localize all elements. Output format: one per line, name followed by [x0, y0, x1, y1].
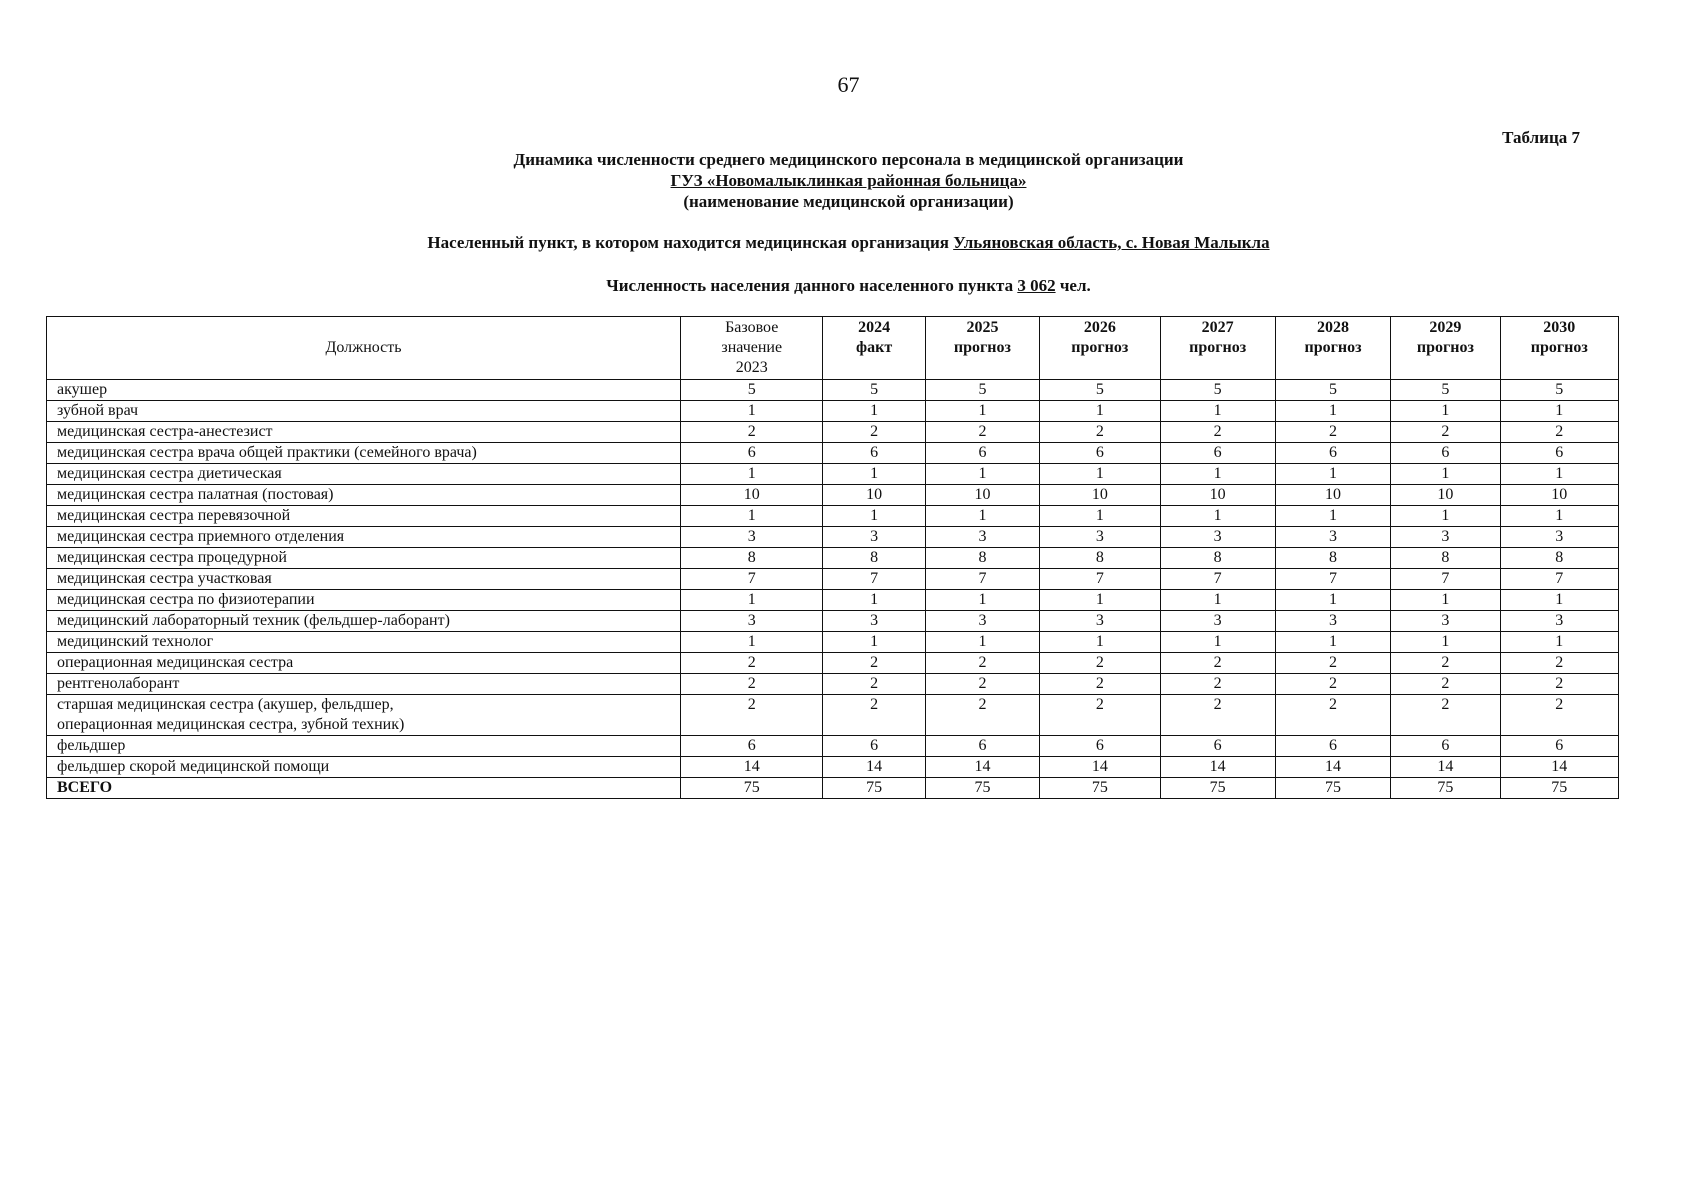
value-cell: 7 [823, 569, 925, 590]
value-cell: 7 [925, 569, 1039, 590]
value-cell: 10 [1500, 485, 1618, 506]
value-cell: 7 [1275, 569, 1390, 590]
value-cell: 2 [925, 674, 1039, 695]
base-value-cell: 2 [681, 422, 823, 443]
value-cell: 6 [1500, 443, 1618, 464]
position-name-line: медицинская сестра по физиотерапии [57, 591, 315, 608]
table-row [47, 736, 1619, 757]
value-cell: 2 [1391, 695, 1500, 736]
value-cell: 6 [925, 443, 1039, 464]
base-value-cell: 2 [681, 695, 823, 736]
header-kind: факт [856, 339, 893, 356]
position-name [47, 422, 681, 443]
value-cell: 7 [1160, 569, 1275, 590]
value-cell: 2 [1040, 674, 1160, 695]
base-value-cell: 10 [681, 485, 823, 506]
value-cell: 1 [1040, 464, 1160, 485]
value-cell: 1 [1160, 401, 1275, 422]
value-cell: 1 [1500, 506, 1618, 527]
base-value-cell: 6 [681, 443, 823, 464]
position-name-line: операционная медицинская сестра [57, 654, 294, 671]
header-kind: прогноз [953, 339, 1011, 356]
base-value-cell: 1 [681, 590, 823, 611]
header-kind: прогноз [1071, 339, 1129, 356]
value-cell: 2 [1391, 422, 1500, 443]
value-cell: 6 [1500, 736, 1618, 757]
value-cell: 10 [823, 485, 925, 506]
value-cell: 1 [1391, 506, 1500, 527]
value-cell: 3 [1040, 611, 1160, 632]
value-cell: 1 [1391, 464, 1500, 485]
value-cell: 14 [1500, 757, 1618, 778]
position-name [47, 757, 681, 778]
value-cell: 3 [823, 527, 925, 548]
value-cell: 6 [925, 736, 1039, 757]
value-cell: 1 [823, 401, 925, 422]
value-cell: 2 [1275, 653, 1390, 674]
header-year: 2028 [1317, 319, 1350, 336]
value-cell: 6 [1160, 443, 1275, 464]
value-cell: 14 [925, 757, 1039, 778]
table-row [47, 380, 1619, 401]
value-cell: 8 [1500, 548, 1618, 569]
position-name-line: рентгенолаборант [57, 675, 180, 692]
value-cell: 1 [1500, 401, 1618, 422]
base-value-cell: 1 [681, 506, 823, 527]
table-row [47, 674, 1619, 695]
position-name-line: акушер [57, 381, 108, 398]
table-row [47, 443, 1619, 464]
header-base-line3: 2023 [735, 359, 768, 376]
base-value-cell: 2 [681, 653, 823, 674]
value-cell: 2 [823, 422, 925, 443]
value-cell: 2 [1275, 422, 1390, 443]
value-cell: 1 [823, 590, 925, 611]
value-cell: 3 [1275, 527, 1390, 548]
value-cell: 1 [925, 401, 1039, 422]
value-cell: 1 [823, 464, 925, 485]
header-kind: прогноз [1189, 339, 1247, 356]
value-cell: 2 [1500, 674, 1618, 695]
position-name [47, 674, 681, 695]
value-cell: 3 [1500, 527, 1618, 548]
value-cell: 5 [1500, 380, 1618, 401]
position-name [47, 527, 681, 548]
value-cell: 1 [1500, 590, 1618, 611]
header-kind: прогноз [1416, 339, 1474, 356]
value-cell: 10 [1391, 485, 1500, 506]
header-year-2027 [1160, 317, 1275, 380]
table-row [47, 632, 1619, 653]
value-cell: 14 [823, 757, 925, 778]
settlement-line [0, 233, 1697, 253]
table-row [47, 464, 1619, 485]
header-year: 2024 [858, 319, 891, 336]
value-cell: 1 [1040, 506, 1160, 527]
total-value-cell: 75 [1275, 778, 1390, 799]
value-cell: 2 [1160, 422, 1275, 443]
table-row [47, 695, 1619, 736]
position-name-line: медицинская сестра участковая [57, 570, 272, 587]
value-cell: 14 [1040, 757, 1160, 778]
value-cell: 2 [823, 674, 925, 695]
value-cell: 14 [1391, 757, 1500, 778]
value-cell: 6 [1391, 443, 1500, 464]
position-name-line: медицинская сестра палатная (постовая) [57, 486, 334, 503]
value-cell: 3 [925, 611, 1039, 632]
position-name [47, 464, 681, 485]
value-cell: 1 [1500, 632, 1618, 653]
value-cell: 10 [1040, 485, 1160, 506]
position-name [47, 380, 681, 401]
value-cell: 10 [925, 485, 1039, 506]
position-name [47, 548, 681, 569]
value-cell: 5 [1040, 380, 1160, 401]
header-year-2024 [823, 317, 925, 380]
population-prefix: Численность населения данного населенного пункта [606, 276, 1014, 295]
value-cell: 6 [1040, 443, 1160, 464]
value-cell: 6 [1040, 736, 1160, 757]
total-value-cell: 75 [1040, 778, 1160, 799]
document-heading [0, 149, 1697, 212]
header-year: 2026 [1083, 319, 1116, 336]
value-cell: 14 [1160, 757, 1275, 778]
value-cell: 6 [823, 736, 925, 757]
value-cell: 5 [1391, 380, 1500, 401]
value-cell: 2 [925, 653, 1039, 674]
value-cell: 2 [1391, 674, 1500, 695]
table-row [47, 757, 1619, 778]
value-cell: 6 [1275, 443, 1390, 464]
value-cell: 1 [925, 590, 1039, 611]
table-body [47, 380, 1619, 799]
value-cell: 1 [1275, 506, 1390, 527]
population-line [0, 276, 1697, 296]
header-base-line1: Базовое [725, 319, 779, 336]
value-cell: 10 [1275, 485, 1390, 506]
value-cell: 2 [1500, 653, 1618, 674]
value-cell: 2 [925, 422, 1039, 443]
value-cell: 1 [1040, 632, 1160, 653]
page-number: 67 [837, 72, 860, 97]
base-value-cell: 8 [681, 548, 823, 569]
settlement-prefix: Населенный пункт, в котором находится медицинская организация [427, 233, 949, 252]
value-cell: 14 [1275, 757, 1390, 778]
total-value-cell: 75 [1160, 778, 1275, 799]
position-name [47, 653, 681, 674]
base-value-cell: 1 [681, 401, 823, 422]
table-row [47, 611, 1619, 632]
position-name [47, 590, 681, 611]
value-cell: 6 [1391, 736, 1500, 757]
value-cell: 1 [925, 506, 1039, 527]
value-cell: 1 [1160, 632, 1275, 653]
position-name-line: медицинский лабораторный техник (фельдшер-лаборант) [57, 612, 450, 629]
position-name [47, 485, 681, 506]
settlement-value: Ульяновская область, с. Новая Малыкла [953, 233, 1270, 252]
value-cell: 1 [823, 506, 925, 527]
value-cell: 1 [1160, 464, 1275, 485]
value-cell: 2 [823, 653, 925, 674]
position-name [47, 443, 681, 464]
header-year: 2030 [1543, 319, 1576, 336]
total-value-cell: 75 [925, 778, 1039, 799]
value-cell: 3 [925, 527, 1039, 548]
value-cell: 7 [1500, 569, 1618, 590]
position-name-line: медицинская сестра приемного отделения [57, 528, 345, 545]
position-name [47, 611, 681, 632]
value-cell: 1 [1275, 632, 1390, 653]
table-row [47, 569, 1619, 590]
header-kind: прогноз [1304, 339, 1362, 356]
position-name-line: зубной врач [57, 402, 139, 419]
value-cell: 2 [1275, 695, 1390, 736]
base-value-cell: 6 [681, 736, 823, 757]
value-cell: 2 [1391, 653, 1500, 674]
value-cell: 1 [1391, 590, 1500, 611]
total-value-cell: 75 [1500, 778, 1618, 799]
base-value-cell: 3 [681, 527, 823, 548]
value-cell: 3 [1391, 527, 1500, 548]
value-cell: 3 [1275, 611, 1390, 632]
table-label: Таблица 7 [1502, 128, 1580, 147]
value-cell: 2 [1500, 422, 1618, 443]
header-year-2029 [1391, 317, 1500, 380]
value-cell: 6 [1275, 736, 1390, 757]
value-cell: 8 [1040, 548, 1160, 569]
table-row [47, 527, 1619, 548]
value-cell: 1 [925, 464, 1039, 485]
value-cell: 8 [1275, 548, 1390, 569]
value-cell: 6 [1160, 736, 1275, 757]
base-value-cell: 1 [681, 632, 823, 653]
value-cell: 1 [1275, 590, 1390, 611]
header-base-value [681, 317, 823, 380]
header-base-line2: значение [721, 339, 783, 356]
position-name [47, 506, 681, 527]
table-row [47, 485, 1619, 506]
value-cell: 1 [1275, 401, 1390, 422]
position-name [47, 736, 681, 757]
position-name-line: медицинская сестра-анестезист [57, 423, 273, 440]
total-value-cell: 75 [823, 778, 925, 799]
total-label: ВСЕГО [47, 778, 681, 799]
base-value-cell: 2 [681, 674, 823, 695]
table-row [47, 590, 1619, 611]
position-name [47, 695, 681, 736]
value-cell: 5 [823, 380, 925, 401]
position-name-line: медицинская сестра перевязочной [57, 507, 291, 524]
value-cell: 1 [1275, 464, 1390, 485]
value-cell: 5 [925, 380, 1039, 401]
value-cell: 3 [823, 611, 925, 632]
population-value: 3 062 [1017, 276, 1056, 295]
value-cell: 2 [1040, 422, 1160, 443]
base-value-cell: 1 [681, 464, 823, 485]
value-cell: 3 [1500, 611, 1618, 632]
value-cell: 2 [1275, 674, 1390, 695]
value-cell: 5 [1275, 380, 1390, 401]
header-year-2030 [1500, 317, 1618, 380]
value-cell: 8 [925, 548, 1039, 569]
value-cell: 1 [1160, 506, 1275, 527]
total-value-cell: 75 [1391, 778, 1500, 799]
table-row [47, 506, 1619, 527]
header-year: 2025 [966, 319, 999, 336]
heading-title: Динамика численности среднего медицинского персонала в медицинской организации [513, 150, 1184, 169]
value-cell: 8 [1391, 548, 1500, 569]
value-cell: 10 [1160, 485, 1275, 506]
position-name-line: старшая медицинская сестра (акушер, фельдшер, [57, 696, 394, 713]
population-suffix: чел. [1059, 276, 1091, 295]
value-cell: 7 [1391, 569, 1500, 590]
total-row [47, 778, 1619, 799]
organization-note: (наименование медицинской организации) [683, 192, 1014, 211]
total-value-cell: 75 [681, 778, 823, 799]
position-name-line: медицинская сестра диетическая [57, 465, 282, 482]
base-value-cell: 3 [681, 611, 823, 632]
header-year-2025 [925, 317, 1039, 380]
header-year: 2029 [1429, 319, 1462, 336]
table-row [47, 548, 1619, 569]
value-cell: 8 [1160, 548, 1275, 569]
table-header-row [47, 317, 1619, 380]
position-name-line: медицинская сестра врача общей практики (семейного врача) [57, 444, 477, 461]
header-kind: прогноз [1530, 339, 1588, 356]
base-value-cell: 5 [681, 380, 823, 401]
position-name-line: медицинский технолог [57, 633, 214, 650]
position-name-line: фельдшер скорой медицинской помощи [57, 758, 330, 775]
position-name [47, 401, 681, 422]
value-cell: 8 [823, 548, 925, 569]
table-row [47, 422, 1619, 443]
table-row [47, 653, 1619, 674]
value-cell: 2 [1160, 653, 1275, 674]
value-cell: 6 [823, 443, 925, 464]
header-year-2026 [1040, 317, 1160, 380]
value-cell: 3 [1040, 527, 1160, 548]
position-name-line: медицинская сестра процедурной [57, 549, 287, 566]
position-name-line: операционная медицинская сестра, зубной техник) [57, 716, 405, 733]
value-cell: 1 [1500, 464, 1618, 485]
value-cell: 1 [1160, 590, 1275, 611]
value-cell: 2 [1160, 695, 1275, 736]
organization-name: ГУЗ «Новомалыклинкая районная больница» [670, 171, 1027, 190]
header-position: Должность [47, 317, 681, 380]
value-cell: 2 [1160, 674, 1275, 695]
value-cell: 2 [1500, 695, 1618, 736]
value-cell: 7 [1040, 569, 1160, 590]
staff-dynamics-table [46, 316, 1619, 799]
value-cell: 2 [1040, 695, 1160, 736]
value-cell: 2 [823, 695, 925, 736]
value-cell: 1 [823, 632, 925, 653]
header-year-2028 [1275, 317, 1390, 380]
value-cell: 2 [925, 695, 1039, 736]
position-name [47, 632, 681, 653]
value-cell: 1 [1040, 590, 1160, 611]
base-value-cell: 14 [681, 757, 823, 778]
value-cell: 2 [1040, 653, 1160, 674]
position-name [47, 569, 681, 590]
value-cell: 3 [1160, 611, 1275, 632]
value-cell: 3 [1160, 527, 1275, 548]
header-year: 2027 [1201, 319, 1234, 336]
base-value-cell: 7 [681, 569, 823, 590]
value-cell: 3 [1391, 611, 1500, 632]
value-cell: 1 [1391, 401, 1500, 422]
table-row [47, 401, 1619, 422]
value-cell: 5 [1160, 380, 1275, 401]
position-name-line: фельдшер [57, 737, 126, 754]
value-cell: 1 [1040, 401, 1160, 422]
value-cell: 1 [1391, 632, 1500, 653]
value-cell: 1 [925, 632, 1039, 653]
